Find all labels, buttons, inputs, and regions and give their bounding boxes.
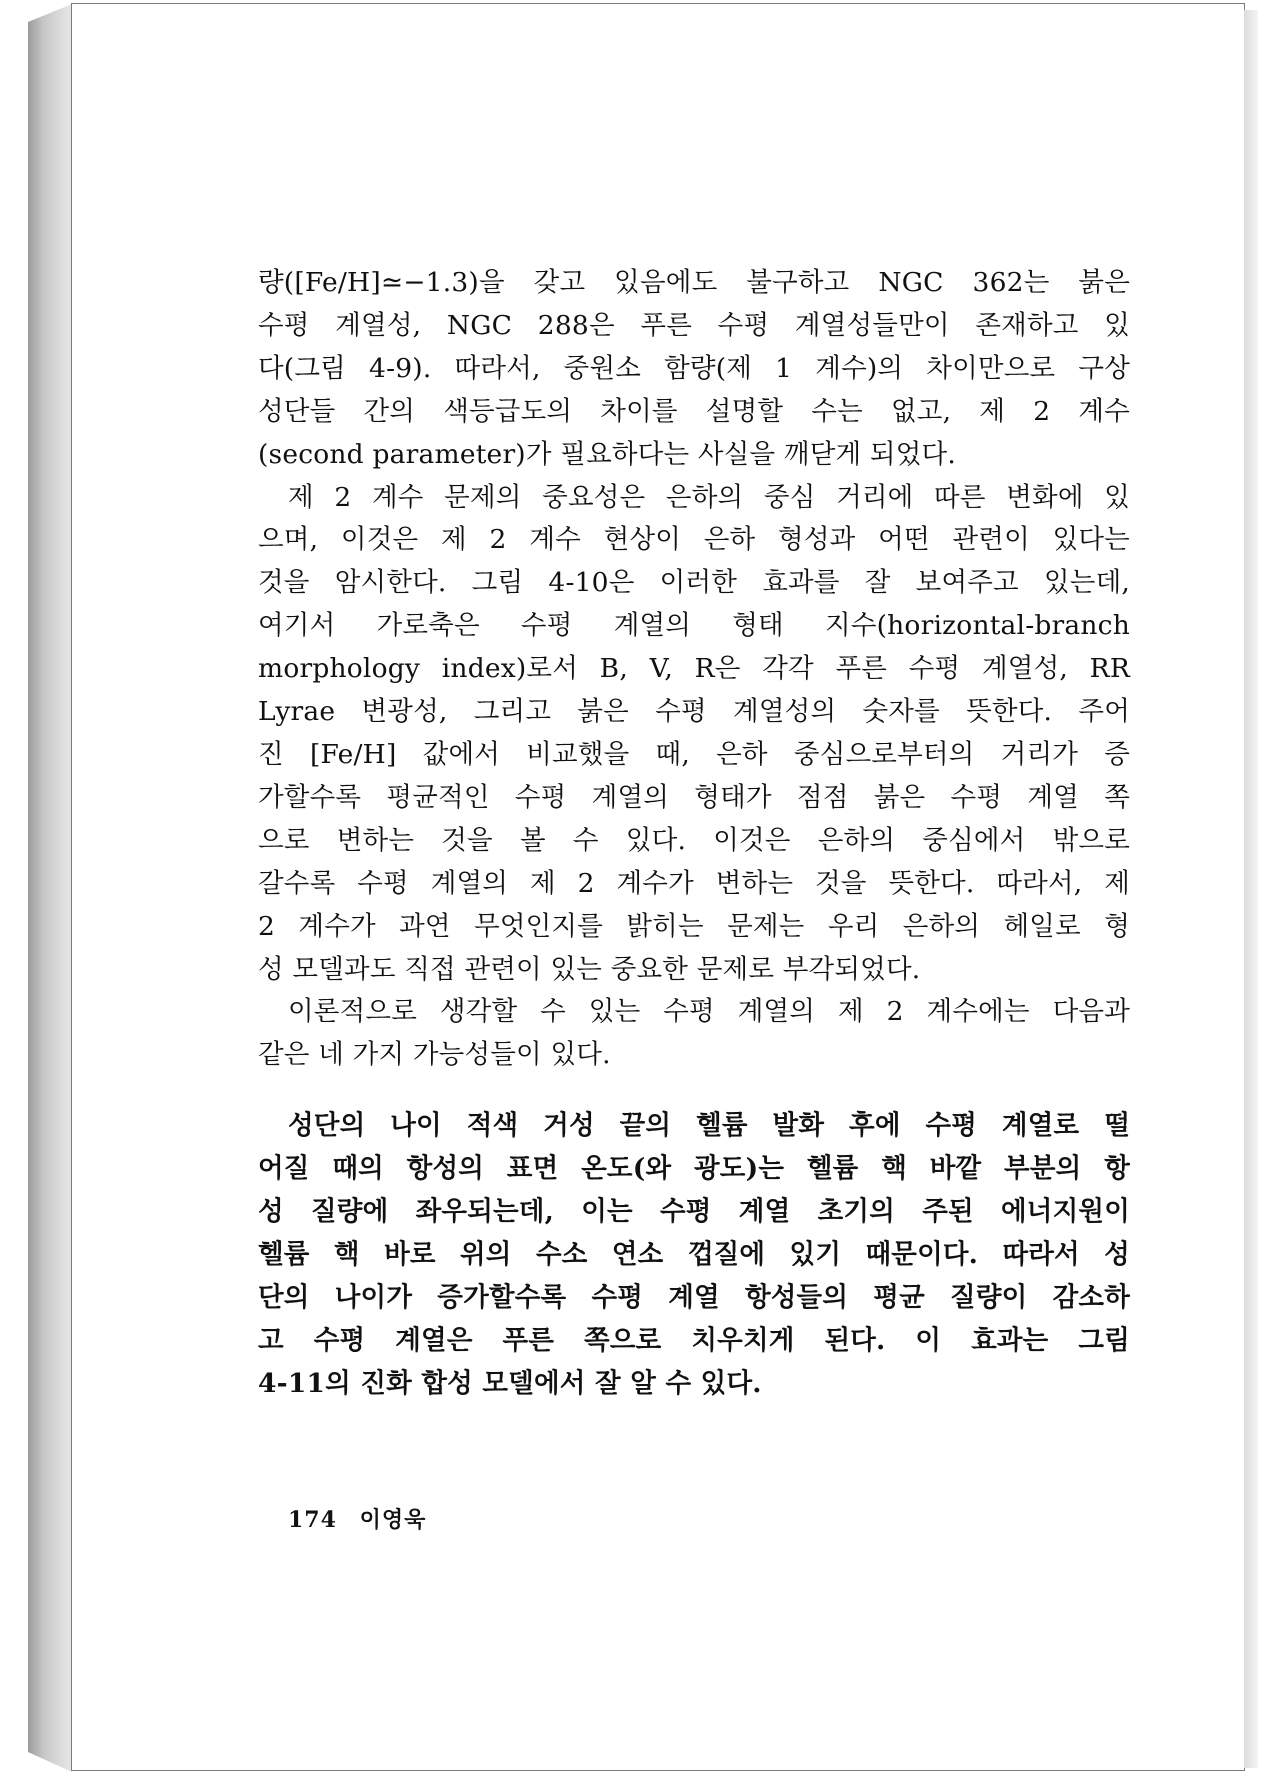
text-line: 수평 계열성, NGC 288은 푸른 수평 계열성들만이 존재하고 있	[258, 309, 1130, 341]
page-edge-shadow	[1244, 10, 1258, 1768]
text-line: 성 질량에 좌우되는데, 이는 수평 계열 초기의 주된 에너지원이	[258, 1196, 1130, 1228]
text-line: 2 계수가 과연 무엇인지를 밝히는 문제는 우리 은하의 헤일로 형	[258, 910, 1130, 942]
page-footer	[288, 1503, 440, 1534]
author-name: 이영욱	[359, 1507, 427, 1533]
text-line: 단의 나이가 증가할수록 수평 계열 항성들의 평균 질량이 감소하	[258, 1281, 1130, 1313]
paragraph-3	[258, 991, 1130, 1077]
body-text	[258, 262, 1130, 1406]
paragraph-1	[258, 262, 1130, 477]
text-line: 같은 네 가지 가능성들이 있다.	[258, 1039, 611, 1071]
text-line: 가할수록 평균적인 수평 계열의 형태가 점점 붉은 수평 계열 쪽	[258, 781, 1130, 813]
text-line: 성단들 간의 색등급도의 차이를 설명할 수는 없고, 제 2 계수	[258, 395, 1130, 427]
paragraph-2	[258, 477, 1130, 992]
text-line: Lyrae 변광성, 그리고 붉은 수평 계열성의 숫자를 뜻한다. 주어	[258, 696, 1130, 728]
paragraph-gap	[258, 1077, 1130, 1105]
text-line: 것을 암시한다. 그림 4-10은 이러한 효과를 잘 보여주고 있는데,	[258, 567, 1130, 599]
text-line: morphology index)로서 B, V, R은 각각 푸른 수평 계열성, RR	[258, 653, 1130, 685]
text-line: 고 수평 계열은 푸른 쪽으로 치우치게 된다. 이 효과는 그림	[258, 1324, 1130, 1356]
text-line: 으로 변하는 것을 볼 수 있다. 이것은 은하의 중심에서 밖으로	[258, 824, 1130, 856]
text-line: 어질 때의 항성의 표면 온도(와 광도)는 헬륨 핵 바깥 부분의 항	[258, 1153, 1130, 1185]
text-line: 성단의 나이 적색 거성 끝의 헬륨 발화 후에 수평 계열로 떨	[288, 1110, 1130, 1142]
text-line: 다(그림 4-9). 따라서, 중원소 함량(제 1 계수)의 차이만으로 구상	[258, 352, 1130, 384]
text-line: 4-11의 진화 합성 모델에서 잘 알 수 있다.	[258, 1367, 762, 1399]
text-line: 성 모델과도 직접 관련이 있는 중요한 문제로 부각되었다.	[258, 953, 921, 985]
text-line: 량([Fe/H]≃−1.3)을 갖고 있음에도 불구하고 NGC 362는 붉은	[258, 267, 1130, 298]
book-spine-edge	[28, 4, 72, 1772]
text-line: 으며, 이것은 제 2 계수 현상이 은하 형성과 어떤 관련이 있다는	[258, 524, 1130, 556]
text-line: 진 [Fe/H] 값에서 비교했을 때, 은하 중심으로부터의 거리가 증	[258, 738, 1130, 770]
text-line: 갈수록 수평 계열의 제 2 계수가 변하는 것을 뜻한다. 따라서, 제	[258, 867, 1130, 899]
page-number: 174	[288, 1507, 337, 1533]
text-line: 여기서 가로축은 수평 계열의 형태 지수(horizontal-branch	[258, 610, 1130, 642]
text-line: (second parameter)가 필요하다는 사실을 깨닫게 되었다.	[258, 438, 956, 470]
text-line: 이론적으로 생각할 수 있는 수평 계열의 제 2 계수에는 다음과	[288, 996, 1130, 1028]
paragraph-4	[258, 1105, 1130, 1405]
text-line: 헬륨 핵 바로 위의 수소 연소 껍질에 있기 때문이다. 따라서 성	[258, 1238, 1130, 1270]
text-line: 제 2 계수 문제의 중요성은 은하의 중심 거리에 따른 변화에 있	[288, 481, 1130, 513]
